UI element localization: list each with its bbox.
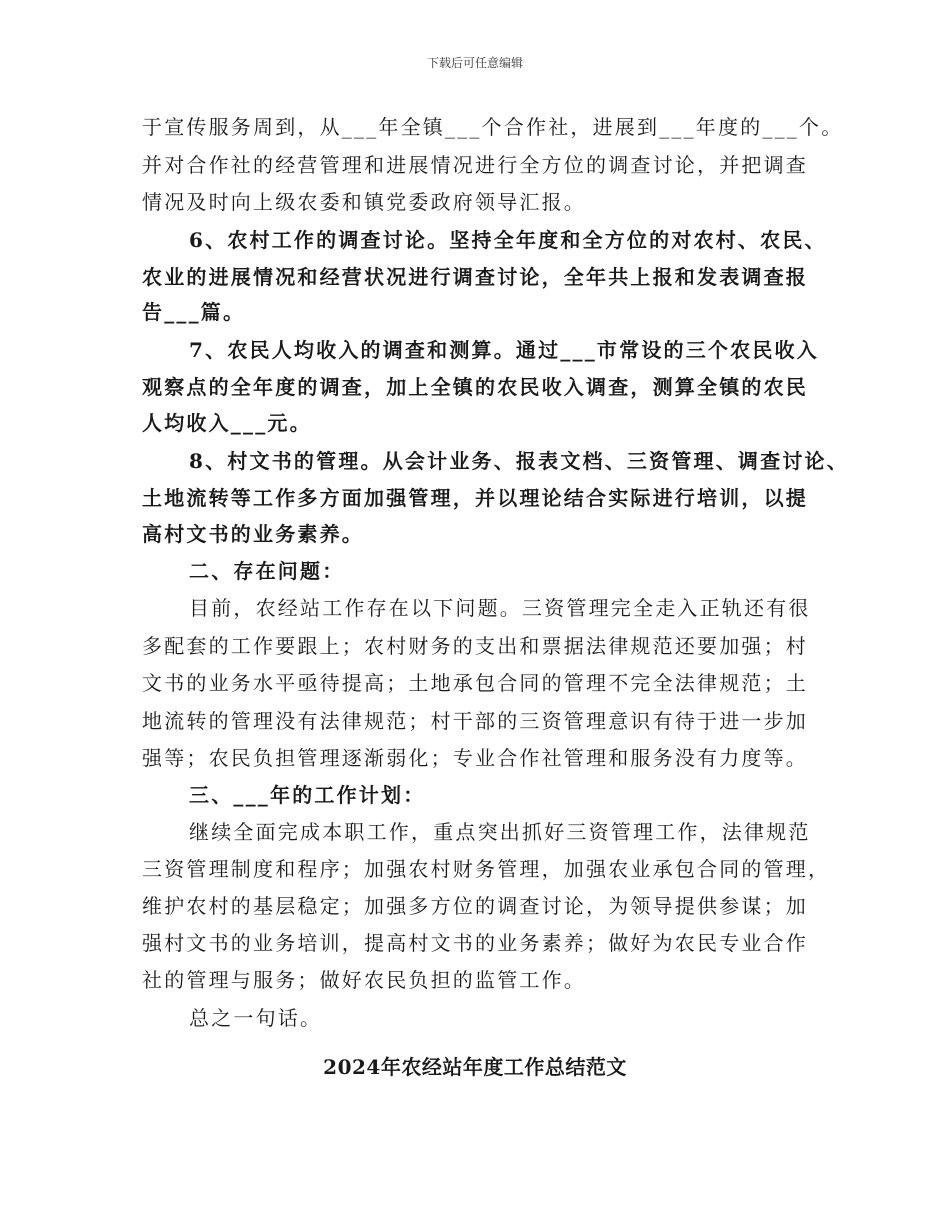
text-line: 并对合作社的经营管理和进展情况进行全方位的调查讨论，并把调查 — [142, 153, 808, 177]
text-line: 文书的业务水平亟待提高；土地承包合同的管理不完全法律规范；土 — [142, 671, 808, 695]
text-line: 情况及时向上级农委和镇党委政府领导汇报。 — [142, 190, 586, 214]
text-line: 农业的进展情况和经营状况进行调查讨论，全年共上报和发表调查报 — [142, 265, 808, 289]
text-line: 目前，农经站工作存在以下问题。三资管理完全走入正轨还有很 — [189, 596, 811, 620]
section-heading: 二、存在问题： — [189, 559, 345, 583]
text-line: 社的管理与服务；做好农民负担的监管工作。 — [142, 968, 586, 992]
text-line: 多配套的工作要跟上；农村财务的支出和票据法律规范还要加强；村 — [142, 634, 808, 658]
text-line: 地流转的管理没有法律规范；村干部的三资管理意识有待于进一步加 — [142, 709, 808, 733]
text-line: 7、农民人均收入的调查和测算。通过___市常设的三个农民收入 — [189, 338, 819, 362]
text-line: 告___篇。 — [142, 300, 246, 324]
section-heading: 三、___年的工作计划： — [189, 783, 426, 807]
text-line: 观察点的全年度的调查，加上全镇的农民收入调查，测算全镇的农民 — [142, 375, 808, 399]
text-line: 强村文书的业务培训，提高村文书的业务素养；做好为农民专业合作 — [142, 931, 808, 955]
text-line: 三资管理制度和程序；加强农村财务管理，加强农业承包合同的管理， — [142, 857, 831, 881]
text-line: 于宣传服务周到，从___年全镇___个合作社，进展到___年度的___个。 — [142, 115, 844, 139]
text-line: 维护农村的基层稳定；加强多方位的调查讨论，为领导提供参谋；加 — [142, 894, 808, 918]
text-line: 强等；农民负担管理逐渐弱化；专业合作社管理和服务没有力度等。 — [142, 746, 808, 770]
text-line: 总之一句话。 — [189, 1006, 323, 1030]
document-title: 2024年农经站年度工作总结范文 — [323, 1055, 627, 1079]
text-line: 8、村文书的管理。从会计业务、报表文档、三资管理、调查讨论、 — [189, 449, 849, 473]
text-line: 6、农村工作的调查讨论。坚持全年度和全方位的对农村、农民、 — [189, 228, 827, 252]
text-line: 高村文书的业务素养。 — [142, 522, 364, 546]
text-line: 人均收入___元。 — [142, 411, 312, 435]
text-line: 土地流转等工作多方面加强管理，并以理论结合实际进行培训，以提 — [142, 486, 808, 510]
page-header: 下载后可任意编辑 — [426, 56, 523, 70]
text-line: 继续全面完成本职工作，重点突出抓好三资管理工作，法律规范 — [189, 820, 811, 844]
